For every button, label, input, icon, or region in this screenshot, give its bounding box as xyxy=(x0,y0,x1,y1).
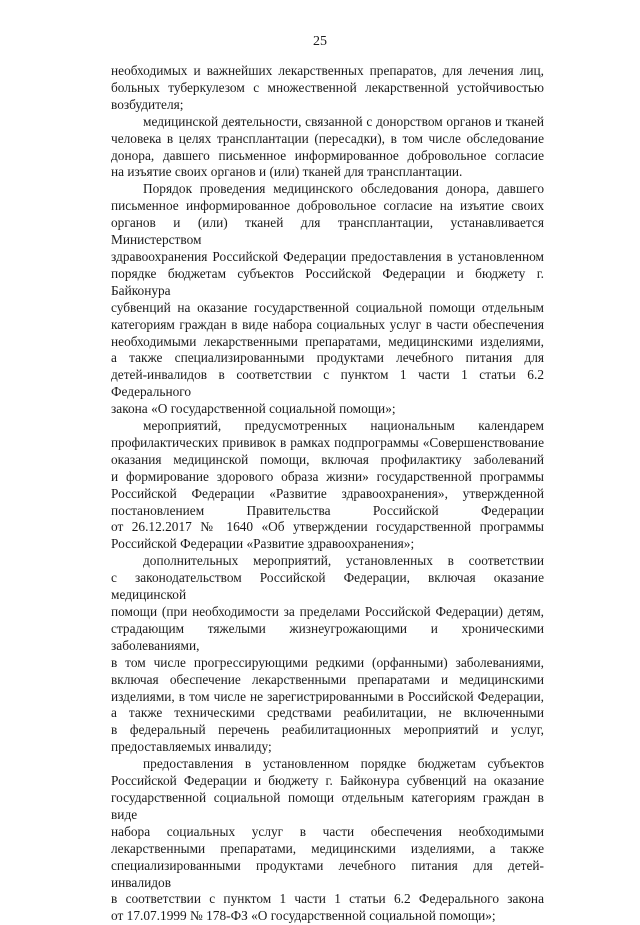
text-line: в соответствии с пунктом 1 части 1 статьи 6.2 Федерального закона xyxy=(111,891,544,907)
page-number: 25 xyxy=(313,34,327,49)
text-line: помощи (при необходимости за пределами Российской Федерации) детям, xyxy=(111,604,544,619)
text-line: субвенций на оказание государственной социальной помощи отдельным xyxy=(111,299,544,315)
text-line: от 26.12.2017 № 1640 «Об утверждении государственной программы xyxy=(111,519,544,535)
text-line: органов и (или) тканей для трансплантации, устанавливается Министерством xyxy=(111,215,544,248)
text-line: и формирование здорового образа жизни» государственной программы xyxy=(111,468,544,484)
document-body xyxy=(111,63,544,925)
text-line: письменное информированное добровольное согласие на изъятие своих xyxy=(111,198,544,214)
text-line: предоставляемых инвалиду; xyxy=(111,739,272,755)
text-line: возбудителя; xyxy=(111,96,184,112)
text-line: а также специализированными продуктами лечебного питания для xyxy=(111,350,544,366)
text-line: дополнительных мероприятий, установленных в соответствии xyxy=(143,553,544,569)
text-line: страдающим тяжелыми жизнеугрожающими и хроническими заболеваниями, xyxy=(111,620,544,653)
text-line: оказания медицинской помощи, включая профилактику заболеваний xyxy=(111,451,544,467)
text-line: государственной социальной помощи отдельным категориям граждан в виде xyxy=(111,789,544,822)
text-line: лекарственными препаратами, медицинскими изделиями, а также xyxy=(111,840,544,856)
text-line: от 17.07.1999 № 178-ФЗ «О государственной социальной помощи»; xyxy=(111,908,496,924)
text-line: Порядок проведения медицинского обследования донора, давшего xyxy=(143,181,544,197)
text-line: в том числе прогрессирующими редкими (орфанными) заболеваниями, xyxy=(111,654,544,670)
text-line: Российской Федерации «Развитие здравоохранения»; xyxy=(111,536,415,552)
text-line: больных туберкулезом с множественной лекарственной устойчивостью xyxy=(111,79,544,95)
text-line: порядке бюджетам субъектов Российской Федерации и бюджету г. Байконура xyxy=(111,265,544,298)
text-line: предоставления в установленном порядке бюджетам субъектов xyxy=(143,756,544,772)
text-line: детей-инвалидов в соответствии с пунктом 1 части 1 статьи 6.2 Федерального xyxy=(111,367,544,400)
text-line: на изъятие своих органов и (или) тканей для трансплантации. xyxy=(111,164,463,180)
text-line: включая обеспечение лекарственными препаратами и медицинскими xyxy=(111,671,544,687)
text-line: набора социальных услуг в части обеспечения необходимыми xyxy=(111,823,544,839)
text-line: а также техническими средствами реабилитации, не включенными xyxy=(111,705,544,721)
text-line: мероприятий, предусмотренных национальным календарем xyxy=(143,418,544,434)
text-line: постановлением Правительства Российской Федерации xyxy=(111,502,544,518)
text-line: Российской Федерации и бюджету г. Байконура субвенций на оказание xyxy=(111,773,544,789)
text-line: необходимых и важнейших лекарственных препаратов, для лечения лиц, xyxy=(111,63,544,78)
text-line: Российской Федерации «Развитие здравоохранения», утвержденной xyxy=(111,485,544,501)
text-line: здравоохранения Российской Федерации предоставления в установленном xyxy=(111,248,544,264)
text-line: категориям граждан в виде набора социальных услуг в части обеспечения xyxy=(111,316,544,332)
text-line: изделиями, в том числе не зарегистрированными в Российской Федерации, xyxy=(111,688,544,704)
text-line: закона «О государственной социальной помощи»; xyxy=(111,401,396,417)
text-line: специализированными продуктами лечебного питания для детей-инвалидов xyxy=(111,857,544,890)
text-line: профилактических прививок в рамках подпрограммы «Совершенствование xyxy=(111,434,544,450)
text-line: человека в целях трансплантации (пересадки), в том числе обследование xyxy=(111,130,544,146)
text-line: медицинской деятельности, связанной с донорством органов и тканей xyxy=(143,113,544,129)
text-line: с законодательством Российской Федерации, включая оказание медицинской xyxy=(111,570,544,603)
text-line: необходимыми лекарственными препаратами, медицинскими изделиями, xyxy=(111,333,544,349)
text-line: донора, давшего письменное информированное добровольное согласие xyxy=(111,147,544,163)
text-line: в федеральный перечень реабилитационных мероприятий и услуг, xyxy=(111,722,544,738)
